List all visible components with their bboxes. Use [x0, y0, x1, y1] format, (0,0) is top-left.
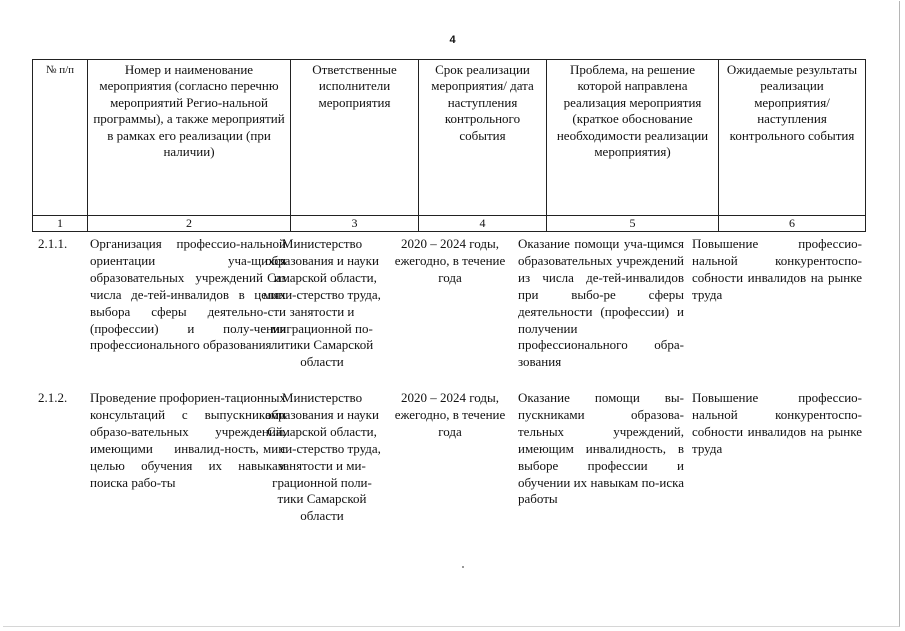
column-number: 3: [290, 215, 418, 232]
header-cell-name: Номер и наименование мероприятия (согласно перечню мероприятий Регио-нальной программы), а также мероприятий в рамках его реализации (при наличии): [87, 59, 290, 216]
row-term: 2020 – 2024 годы, ежегодно, в течение года: [394, 236, 506, 285]
row-executors: Министерство образования и науки Самарской области, мини-стерство труда, занятости и ми-грационной поли-тики Самарской области: [263, 390, 381, 524]
column-number: 6: [718, 215, 866, 232]
page-number: 4: [449, 34, 456, 46]
row-number: 2.1.1.: [38, 236, 68, 251]
header-cell-result: Ожидаемые результаты реализации мероприятия/ наступления контрольного события: [718, 59, 866, 216]
column-number: 4: [418, 215, 546, 232]
column-number: 1: [32, 215, 87, 232]
row-number: 2.1.2.: [38, 390, 68, 405]
table-header: [32, 59, 866, 216]
row-name: Организация профессио-нальной ориентации уча-щихся образовательных учреждений из числа де-тей-инвалидов в целях выбора сферы деятельно-сти (профессии) и полу-чения профессионального образования: [90, 236, 286, 353]
row-executors: Министерство образования и науки Самарской области, мини-стерство труда, занятости и миграционной по-литики Самарской области: [263, 236, 381, 370]
header-cell-number: № п/п: [32, 59, 87, 216]
row-problem: Оказание помощи вы-пускниками образова-тельных учреждений, имеющим инвалидность, в выборе профессии и обучении их навыкам по-иска работы: [518, 390, 684, 507]
row-result: Повышение профессио-нальной конкурентоспо-собности инвалидов на рынке труда: [692, 390, 862, 456]
header-cell-problem: Проблема, на решение которой направлена реализация мероприятия (краткое обоснование необходимости реализации мероприятия): [546, 59, 718, 216]
column-number: 2: [87, 215, 290, 232]
header-cell-executors: Ответственные исполнители мероприятия: [290, 59, 418, 216]
header-cell-term: Срок реализации мероприятия/ дата наступления контрольного события: [418, 59, 546, 216]
row-term: 2020 – 2024 годы, ежегодно, в течение года: [394, 390, 506, 439]
row-problem: Оказание помощи уча-щимся образовательных учреждений из числа де-тей-инвалидов при выбо-ре сферы деятельности (профессии) и получении профессионального обра-зования: [518, 236, 684, 370]
column-number-row: [32, 215, 866, 232]
scan-speck: [462, 566, 464, 568]
column-number: 5: [546, 215, 718, 232]
row-result: Повышение профессио-нальной конкурентоспо-собности инвалидов на рынке труда: [692, 236, 862, 302]
row-name: Проведение профориен-тационных консультаций с выпускниками образо-вательных учреждений, имеющими инвалид-ность, с целью обучения их навыкам поиска рабо-ты: [90, 390, 286, 490]
